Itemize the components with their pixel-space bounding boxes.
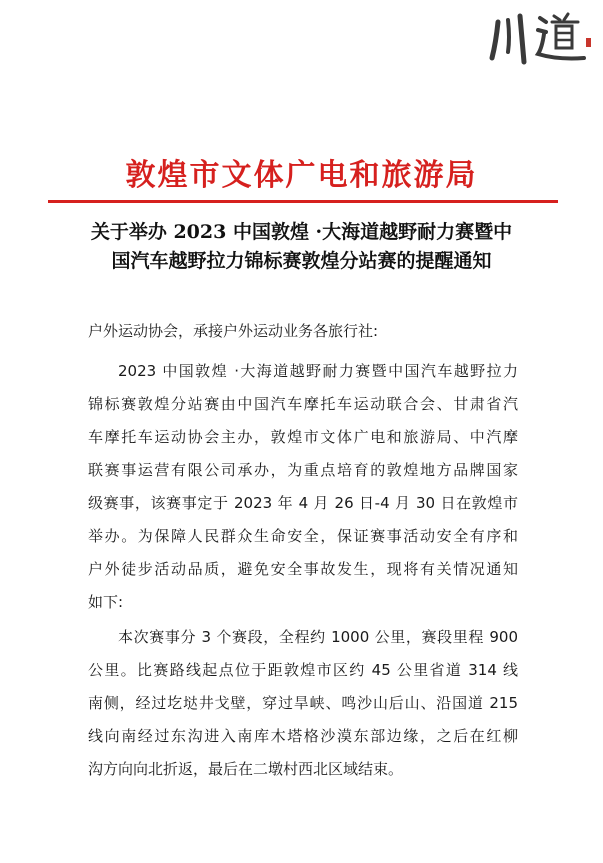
paragraph-1-line: 如下: (88, 593, 124, 611)
brush-calligraphy-logo-icon (488, 8, 594, 68)
title-line-1: 关于举办 2023 中国敦煌 ·大海道越野耐力赛暨中 (90, 221, 513, 243)
paragraph-1-line: 户外徒步活动品质，避免安全事故发生，现将有关情况通知 (88, 560, 518, 578)
salutation: 户外运动协会，承接户外运动业务各旅行社: (88, 322, 379, 340)
paragraph-2-line: 本次赛事分 3 个赛段，全程约 1000 公里，赛段里程 900 (118, 628, 518, 646)
paragraph-2-line: 线向南经过东沟进入南库木塔格沙漠东部边缘，之后在红柳 (88, 727, 518, 745)
paragraph-1-line: 举办。为保障人民群众生命安全，保证赛事活动安全有序和 (88, 527, 518, 545)
paragraph-1-line: 2023 中国敦煌 ·大海道越野耐力赛暨中国汽车越野拉力 (118, 362, 518, 380)
paragraph-1-line: 车摩托车运动协会主办，敦煌市文体广电和旅游局、中汽摩 (88, 428, 518, 446)
paragraph-2-line: 公里。比赛路线起点位于距敦煌市区约 45 公里省道 314 线 (88, 661, 518, 679)
paragraph-1-line: 级赛事，该赛事定于 2023 年 4 月 26 日-4 月 30 日在敦煌市 (88, 494, 518, 512)
paragraph-2-line: 沟方向向北折返，最后在二墩村西北区域结束。 (88, 760, 404, 778)
paragraph-1-line: 联赛事运营有限公司承办，为重点培育的敦煌地方品牌国家 (88, 461, 518, 479)
document-title (30, 218, 573, 276)
paragraph-1-line: 锦标赛敦煌分站赛由中国汽车摩托车运动联合会、甘肃省汽 (88, 395, 518, 413)
issuing-agency-header: 敦煌市文体广电和旅游局 (125, 158, 478, 193)
title-line-2: 国汽车越野拉力锦标赛敦煌分站赛的提醒通知 (111, 250, 492, 272)
paragraph-2-line: 南侧，经过圪垯井戈壁，穿过旱峡、鸣沙山后山、沿国道 215 (88, 694, 518, 712)
red-divider-line (48, 200, 558, 203)
calligraphy-logo (488, 8, 594, 68)
